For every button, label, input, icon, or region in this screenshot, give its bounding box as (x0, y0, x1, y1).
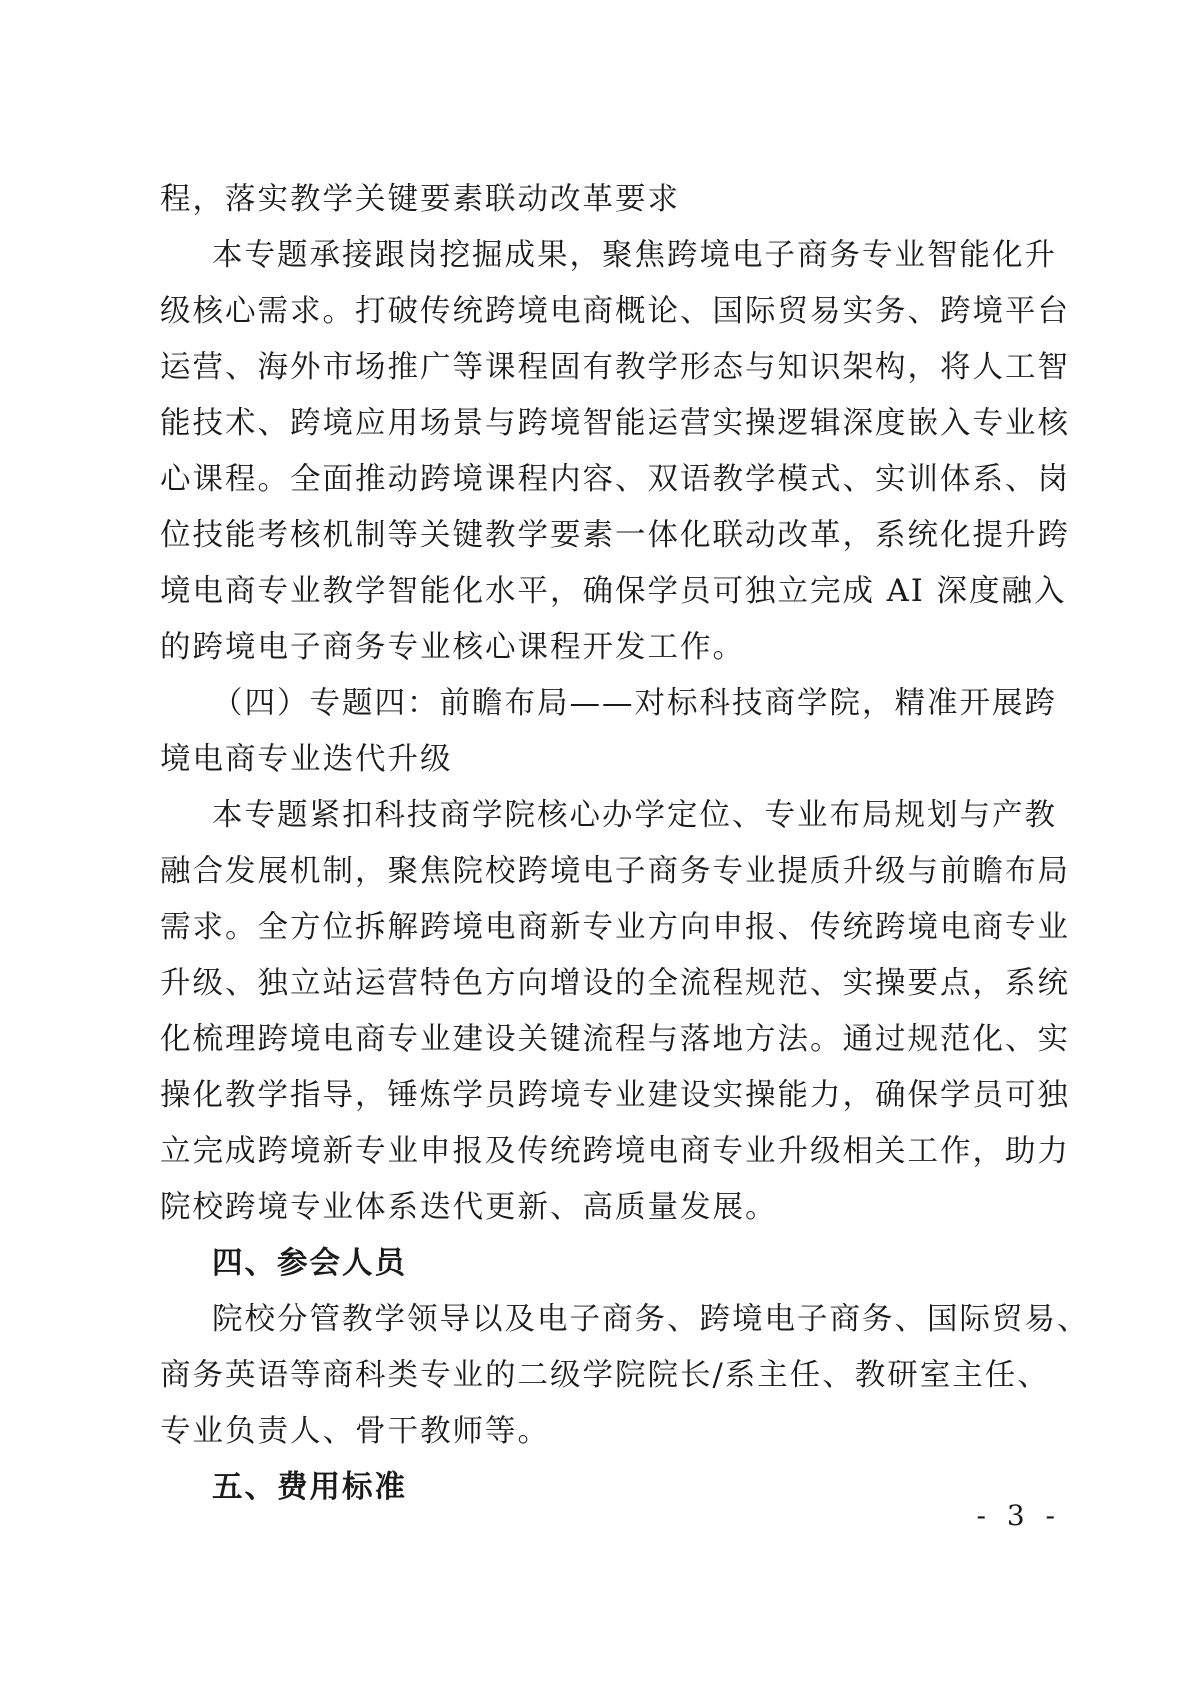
paragraph-line: 立完成跨境新专业申报及传统跨境电商专业升级相关工作，助力 (160, 1134, 1070, 1169)
paragraph-line: 商务英语等商科类专业的二级学院院长/系主任、教研室主任、 (160, 1358, 1050, 1393)
paragraph-line: 的跨境电子商务专业核心课程开发工作。 (160, 630, 745, 665)
paragraph-line: 升级、独立站运营特色方向增设的全流程规范、实操要点，系统 (160, 966, 1070, 1001)
paragraph-line: 需求。全方位拆解跨境电商新专业方向申报、传统跨境电商专业 (160, 910, 1070, 945)
paragraph-line: 融合发展机制，聚焦院校跨境电子商务专业提质升级与前瞻布局 (160, 854, 1070, 889)
paragraph-line: 专业负责人、骨干教师等。 (160, 1414, 550, 1449)
paragraph-line: 运营、海外市场推广等课程固有教学形态与知识架构，将人工智 (160, 350, 1070, 385)
paragraph-line: 院校跨境专业体系迭代更新、高质量发展。 (160, 1190, 778, 1225)
subtopic-heading: （四）专题四：前瞻布局——对标科技商学院，精准开展跨 (212, 686, 1057, 721)
paragraph-line: 位技能考核机制等关键教学要素一体化联动改革，系统化提升跨 (160, 518, 1070, 553)
paragraph-line: 操化教学指导，锤炼学员跨境专业建设实操能力，确保学员可独 (160, 1078, 1070, 1113)
subtopic-title-continuation: 程，落实教学关键要素联动改革要求 (160, 182, 680, 217)
paragraph-line: 心课程。全面推动跨境课程内容、双语教学模式、实训体系、岗 (160, 462, 1070, 497)
paragraph-line: 境电商专业教学智能化水平，确保学员可独立完成 AI 深度融入 (160, 574, 1067, 609)
paragraph-line: 级核心需求。打破传统跨境电商概论、国际贸易实务、跨境平台 (160, 294, 1070, 329)
section-heading-fees: 五、费用标准 (212, 1470, 407, 1505)
paragraph-line: 本专题承接跟岗挖掘成果，聚焦跨境电子商务专业智能化升 (212, 238, 1057, 273)
paragraph-line: 本专题紧扣科技商学院核心办学定位、专业布局规划与产教 (212, 798, 1057, 833)
subtopic-heading: 境电商专业迭代升级 (160, 742, 453, 777)
paragraph-line: 院校分管教学领导以及电子商务、跨境电子商务、国际贸易、 (212, 1302, 1090, 1337)
paragraph-line: 化梳理跨境电商专业建设关键流程与落地方法。通过规范化、实 (160, 1022, 1070, 1057)
section-heading-attendees: 四、参会人员 (212, 1246, 407, 1281)
page-number: - 3 - (976, 1499, 1061, 1532)
paragraph-line: 能技术、跨境应用场景与跨境智能运营实操逻辑深度嵌入专业核 (160, 406, 1070, 441)
